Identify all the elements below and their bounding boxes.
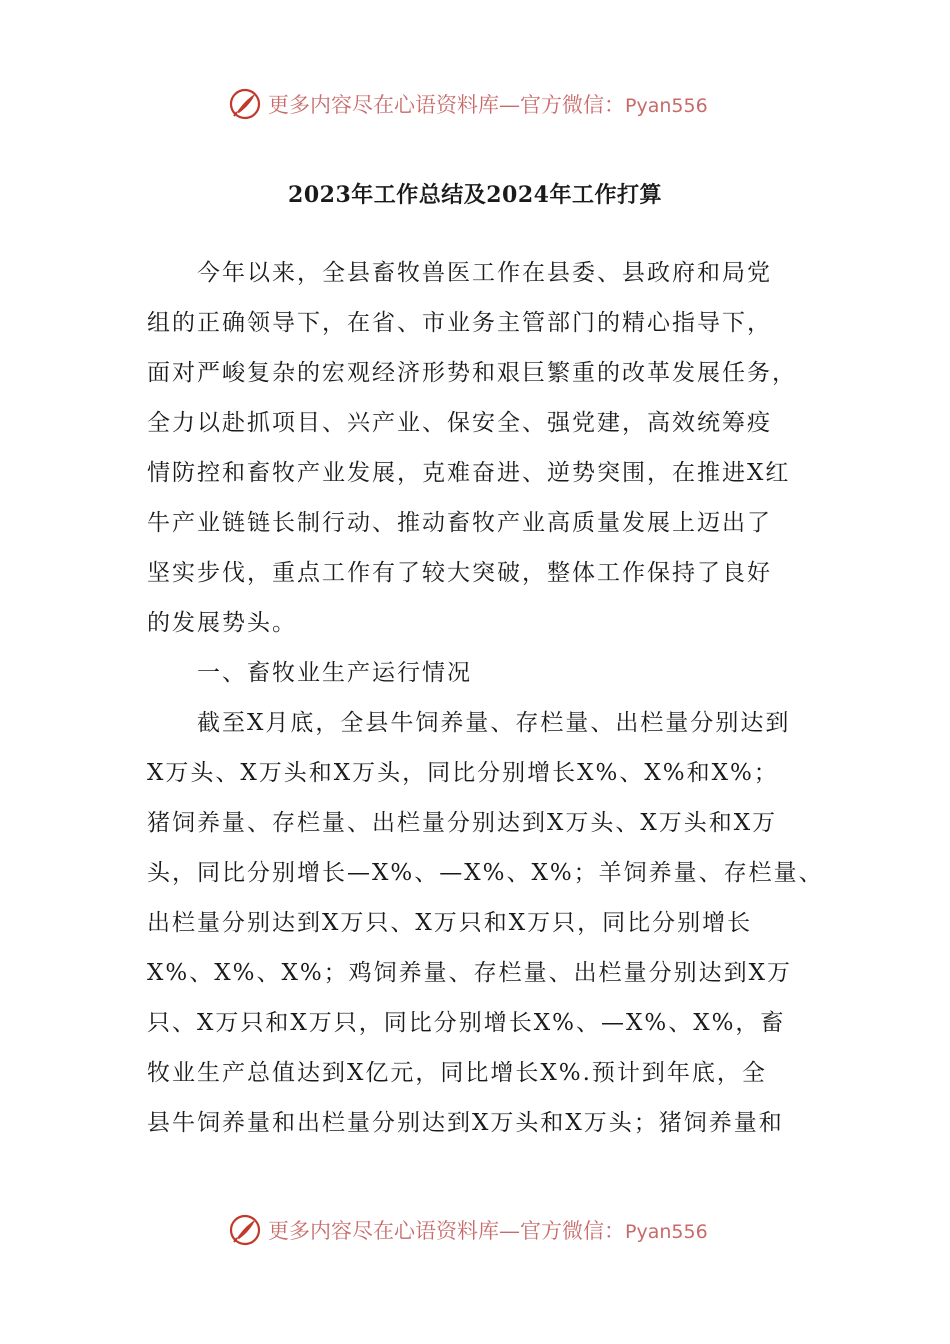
body-line: 情防控和畜牧产业发展，克难奋进、逆势突围，在推进X红: [147, 460, 791, 486]
body-line: X%、X%、X%；鸡饲养量、存栏量、出栏量分别达到X万: [147, 960, 793, 986]
section-heading: 一、畜牧业生产运行情况: [197, 660, 472, 686]
watermark-text: 更多内容尽在心语资料库—官方微信：Pyan556: [268, 1219, 708, 1243]
body-line: X万头、X万头和X万头，同比分别增长X%、X%和X%；: [147, 760, 779, 786]
body-line: 牧业生产总值达到X亿元，同比增长X%.预计到年底，全: [147, 1060, 767, 1086]
body-line: 只、X万只和X万只，同比分别增长X%、—X%、X%，畜: [147, 1010, 786, 1036]
body-line: 猪饲养量、存栏量、出栏量分别达到X万头、X万头和X万: [147, 810, 778, 836]
body-line: 面对严峻复杂的宏观经济形势和艰巨繁重的改革发展任务，: [147, 360, 797, 386]
quill-logo-icon: [228, 87, 262, 121]
watermark-banner-top: [228, 84, 748, 124]
watermark-text: 更多内容尽在心语资料库—官方微信：Pyan556: [268, 93, 708, 117]
watermark-banner-bottom: [228, 1210, 748, 1250]
body-line: 头，同比分别增长—X%、—X%、X%；羊饲养量、存栏量、: [147, 860, 824, 886]
body-line: 坚实步伐，重点工作有了较大突破，整体工作保持了良好: [147, 560, 772, 586]
body-line: 今年以来，全县畜牧兽医工作在县委、县政府和局党: [197, 260, 772, 286]
body-line: 牛产业链链长制行动、推动畜牧产业高质量发展上迈出了: [147, 510, 772, 536]
quill-logo-icon: [228, 1213, 262, 1247]
body-line: 县牛饲养量和出栏量分别达到X万头和X万头；猪饲养量和: [147, 1110, 784, 1136]
document-title: 2023年工作总结及2024年工作打算: [288, 182, 662, 208]
body-line: 组的正确领导下，在省、市业务主管部门的精心指导下，: [147, 310, 772, 336]
body-line: 出栏量分别达到X万只、X万只和X万只，同比分别增长: [147, 910, 753, 936]
body-line: 全力以赴抓项目、兴产业、保安全、强党建，高效统筹疫: [147, 410, 772, 436]
body-line: 的发展势头。: [147, 610, 297, 636]
body-line: 截至X月底，全县牛饲养量、存栏量、出栏量分别达到: [197, 710, 791, 736]
document-body: [147, 248, 824, 1148]
